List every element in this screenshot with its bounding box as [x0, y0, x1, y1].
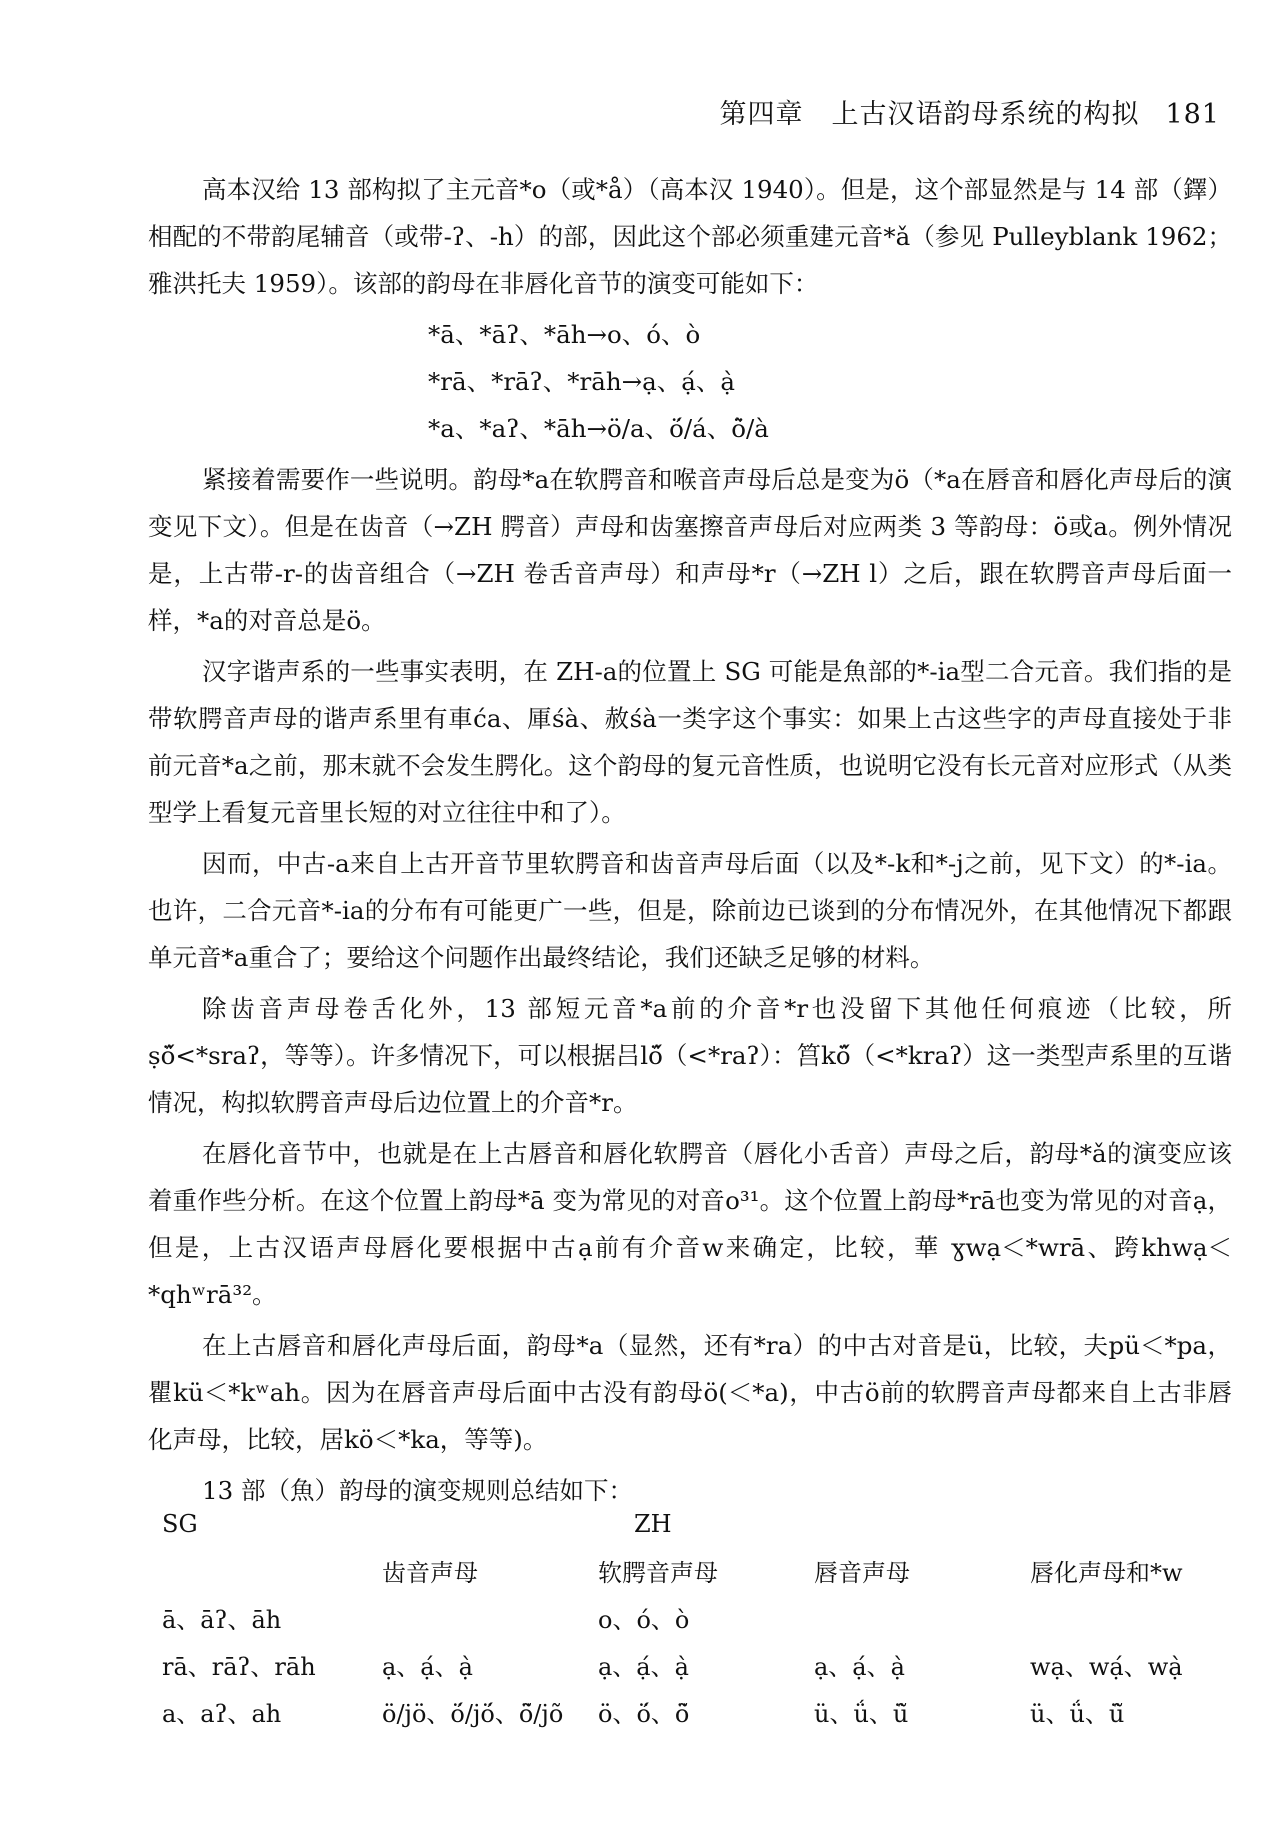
chapter-title: 第四章 上古汉语韵母系统的构拟 [719, 99, 1140, 130]
formula-line: *ā、*āʔ、*āh→o、ó、ò [428, 320, 701, 349]
formula-block [148, 311, 1232, 452]
table-row [162, 1641, 1232, 1688]
table-cell: a、aʔ、ah [162, 1700, 282, 1728]
table-cell: rā、rāʔ、rāh [162, 1653, 316, 1681]
table-cell: ā、āʔ、āh [162, 1606, 282, 1634]
column-header: 齿音声母 [382, 1559, 478, 1587]
table-cell: ạ、ạ́、ạ̀ [382, 1653, 473, 1681]
column-header: 软腭音声母 [598, 1559, 718, 1587]
column-header: 唇化声母和*w [1030, 1559, 1183, 1587]
table-column-headers [162, 1547, 1232, 1594]
table-cell: wạ、wạ́、wạ̀ [1030, 1653, 1183, 1681]
formula-line: *a、*aʔ、*āh→ö/a、ö́/á、ö̀/à [428, 414, 769, 443]
page-number: 181 [1165, 99, 1220, 130]
paragraph-2: 紧接着需要作一些说明。韵母*a在软腭音和喉音声母后总是变为ö（*a在唇音和唇化声母后的演变见下文）。但是在齿音（→ZH 腭音）声母和齿塞擦音声母后对应两类 3 等韵母：ö或a。例外情况是，上古带-r-的齿音组合（→ZH 卷舌音声母）和声母*r（→ZH l）之后，跟在软腭音声母后面一样，*a的对音总是ö。 [148, 465, 1232, 635]
table-cell: ạ、ạ́、ạ̀ [598, 1653, 689, 1681]
paragraph-6: 在唇化音节中，也就是在上古唇音和唇化软腭音（唇化小舌音）声母之后，韵母*ǎ的演变应该着重作些分析。在这个位置上韵母*ā 变为常见的对音o³¹。这个位置上韵母*rā也变为常见的对音ạ，但是，上古汉语声母唇化要根据中古ạ前有介音w来确定，比较，華 ɣwạ＜*wrā、跨khwạ＜*qhʷrā³²。 [148, 1139, 1232, 1309]
table-cell: ü、ǘ、ü̃ [814, 1700, 909, 1728]
table-cell: ü、ǘ、ü̃ [1030, 1700, 1125, 1728]
paragraph-1: 高本汉给 13 部构拟了主元音*o（或*å）（高本汉 1940）。但是，这个部显然是与 14 部（鐸）相配的不带韵尾辅音（或带-ʔ、-h）的部，因此这个部必须重建元音*ǎ（参见 Pulleyblank 1962；雅洪托夫 1959）。该部的韵母在非唇化音节的演变可能如下： [148, 175, 1232, 298]
formula-line: *rā、*rāʔ、*rāh→ạ、ạ́、ạ̀ [428, 367, 735, 396]
paragraph-8: 13 部（魚）韵母的演变规则总结如下： [202, 1476, 633, 1505]
sg-label: SG [162, 1509, 198, 1538]
paragraph-5: 除齿音声母卷舌化外，13 部短元音*a前的介音*r也没留下其他任何痕迹（比较，所 ṣö̋<*sraʔ，等等）。许多情况下，可以根据吕lö̋（<*raʔ）：筥kö̋（<*kraʔ）这一类型声系里的互谐情况，构拟软腭音声母后边位置上的介音*r。 [148, 994, 1232, 1117]
table-cell: o、ó、ò [598, 1606, 690, 1634]
running-header [719, 92, 1220, 131]
paragraph-7: 在上古唇音和唇化声母后面，韵母*a（显然，还有*ra）的中古对音是ü，比较，夫pü＜*pa，瞿kü＜*kʷah。因为在唇音声母后面中古没有韵母ö(＜*a)，中古ö前的软腭音声母都来自上古非唇化声母，比较，居kö＜*ka，等等)。 [148, 1331, 1232, 1454]
column-header: 唇音声母 [814, 1559, 910, 1587]
table-cell: ạ、ạ́、ạ̀ [814, 1653, 905, 1681]
table-cell: ö、ö́、ö̃ [598, 1700, 690, 1728]
paragraph-3: 汉字谐声系的一些事实表明，在 ZH-a的位置上 SG 可能是魚部的*-ia型二合元音。我们指的是带软腭音声母的谐声系里有車ća、厙śà、赦śà一类字这个事实：如果上古这些字的声母直接处于非前元音*a之前，那末就不会发生腭化。这个韵母的复元音性质，也说明它没有长元音对应形式（从类型学上看复元音里长短的对立往往中和了）。 [148, 657, 1232, 827]
paragraph-4: 因而，中古-a来自上古开音节里软腭音和齿音声母后面（以及*-k和*-j之前，见下文）的*-ia。也许，二合元音*-ia的分布有可能更广一些，但是，除前边已谈到的分布情况外，在其他情况下都跟单元音*a重合了；要给这个问题作出最终结论，我们还缺乏足够的材料。 [148, 849, 1232, 972]
table-cell: ö/jö、ö́/jö́、ö̃/jõ [382, 1700, 564, 1728]
table-row [162, 1688, 1232, 1735]
development-table [162, 1500, 1232, 1735]
main-text [148, 166, 1232, 1518]
table-top-header [162, 1500, 1232, 1547]
table-row [162, 1594, 1232, 1641]
zh-label: ZH [634, 1509, 672, 1538]
